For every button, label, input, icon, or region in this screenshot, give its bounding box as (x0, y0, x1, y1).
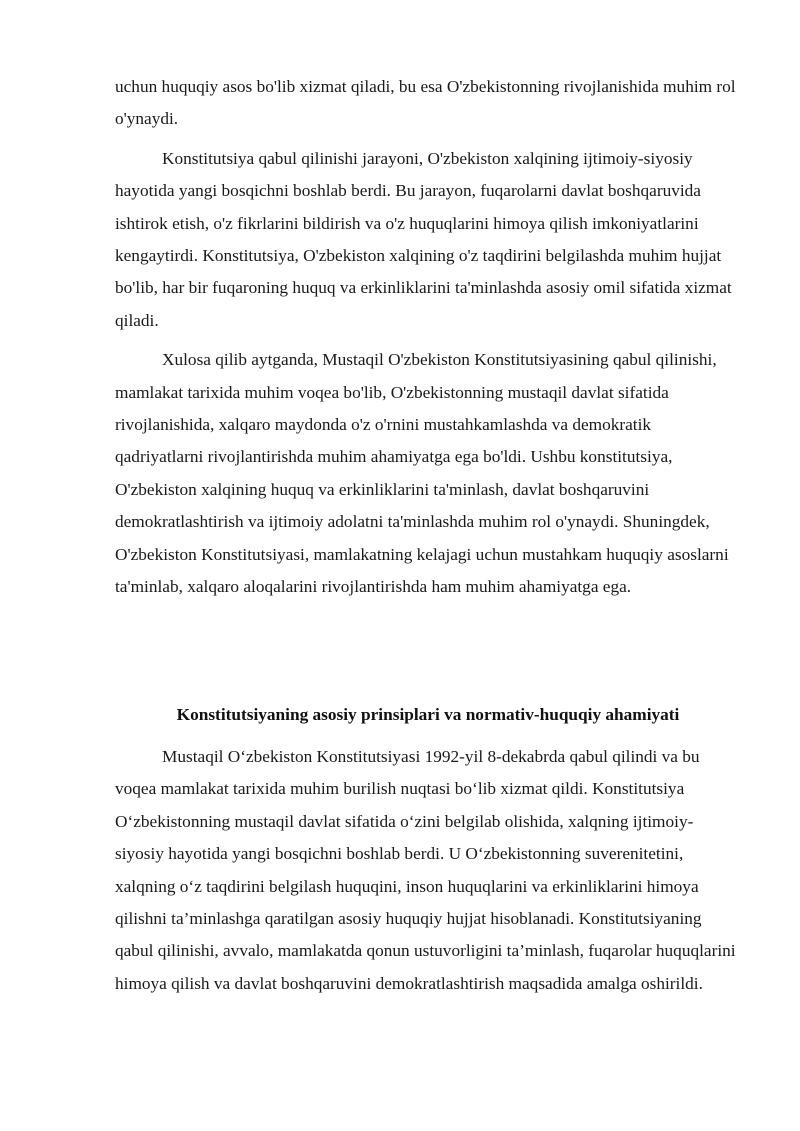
paragraph-conclusion: Xulosa qilib aytganda, Mustaqil O'zbekiston Konstitutsiyasining qabul qilinishi, mamlakat tarixida muhim voqea bo'lib, O'zbekistonning mustaqil davlat sifatida rivojlanishida, xalqaro maydonda o'z o'rnini mustahkamlashda va demokratik qadriyatlarni rivojlantirishda muhim ahamiyatga ega bo'ldi. Ushbu konstitutsiya, O'zbekiston xalqining huquq va erkinliklarini ta'minlash, davlat boshqaruvini demokratlashtirish va ijtimoiy adolatni ta'minlashda muhim rol o'ynaydi. Shuningdek, O'zbekiston Konstitutsiyasi, mamlakatning kelajagi uchun mustahkam huquqiy asoslarni ta'minlab, xalqaro aloqalarini rivojlantirishda ham muhim ahamiyatga ega. (115, 350, 729, 597)
section-heading: Konstitutsiyaning asosiy prinsiplari va normativ-huquqiy ahamiyati (176, 705, 680, 724)
body-text-before (115, 71, 741, 604)
paragraph-constitution-adoption: Mustaqil O‘zbekiston Konstitutsiyasi 1992-yil 8-dekabrda qabul qilindi va bu voqea mamlakat tarixida muhim burilish nuqtasi bo‘lib xizmat qildi. Konstitutsiya O‘zbekistonning mustaqil davlat sifatida o‘zini belgilab olishida, xalqning ijtimoiy-siyosiy hayotida yangi bosqichni boshlab berdi. U O‘zbekistonning suverenitetini, xalqning o‘z taqdirini belgilash huquqini, inson huquqlarini va erkinliklarini himoya qilishni ta’minlashga qaratilgan asosiy huquqiy hujjat hisoblanadi. Konstitutsiyaning qabul qilinishi, avvalo, mamlakatda qonun ustuvorligini ta’minlash, fuqarolar huquqlarini himoya qilish va davlat boshqaruvini demokratlashtirish maqsadida amalga oshirildi. (115, 747, 736, 993)
paragraph-continuation: uchun huquqiy asos bo'lib xizmat qiladi, bu esa O'zbekistonning rivojlanishida muhim rol o'ynaydi. (115, 77, 736, 129)
paragraph-adoption-process: Konstitutsiya qabul qilinishi jarayoni, O'zbekiston xalqining ijtimoiy-siyosiy hayotida yangi bosqichni boshlab berdi. Bu jarayon, fuqarolarni davlat boshqaruvida ishtirok etish, o'z fikrlarini bildirish va o'z huquqlarini himoya qilish imkoniyatlarini kengaytirdi. Konstitutsiya, O'zbekiston xalqining o'z taqdirini belgilashda muhim hujjat bo'lib, har bir fuqaroning huquq va erkinliklarini ta'minlashda asosiy omil sifatida xizmat qiladi. (115, 148, 732, 330)
body-text-after (115, 741, 741, 1000)
